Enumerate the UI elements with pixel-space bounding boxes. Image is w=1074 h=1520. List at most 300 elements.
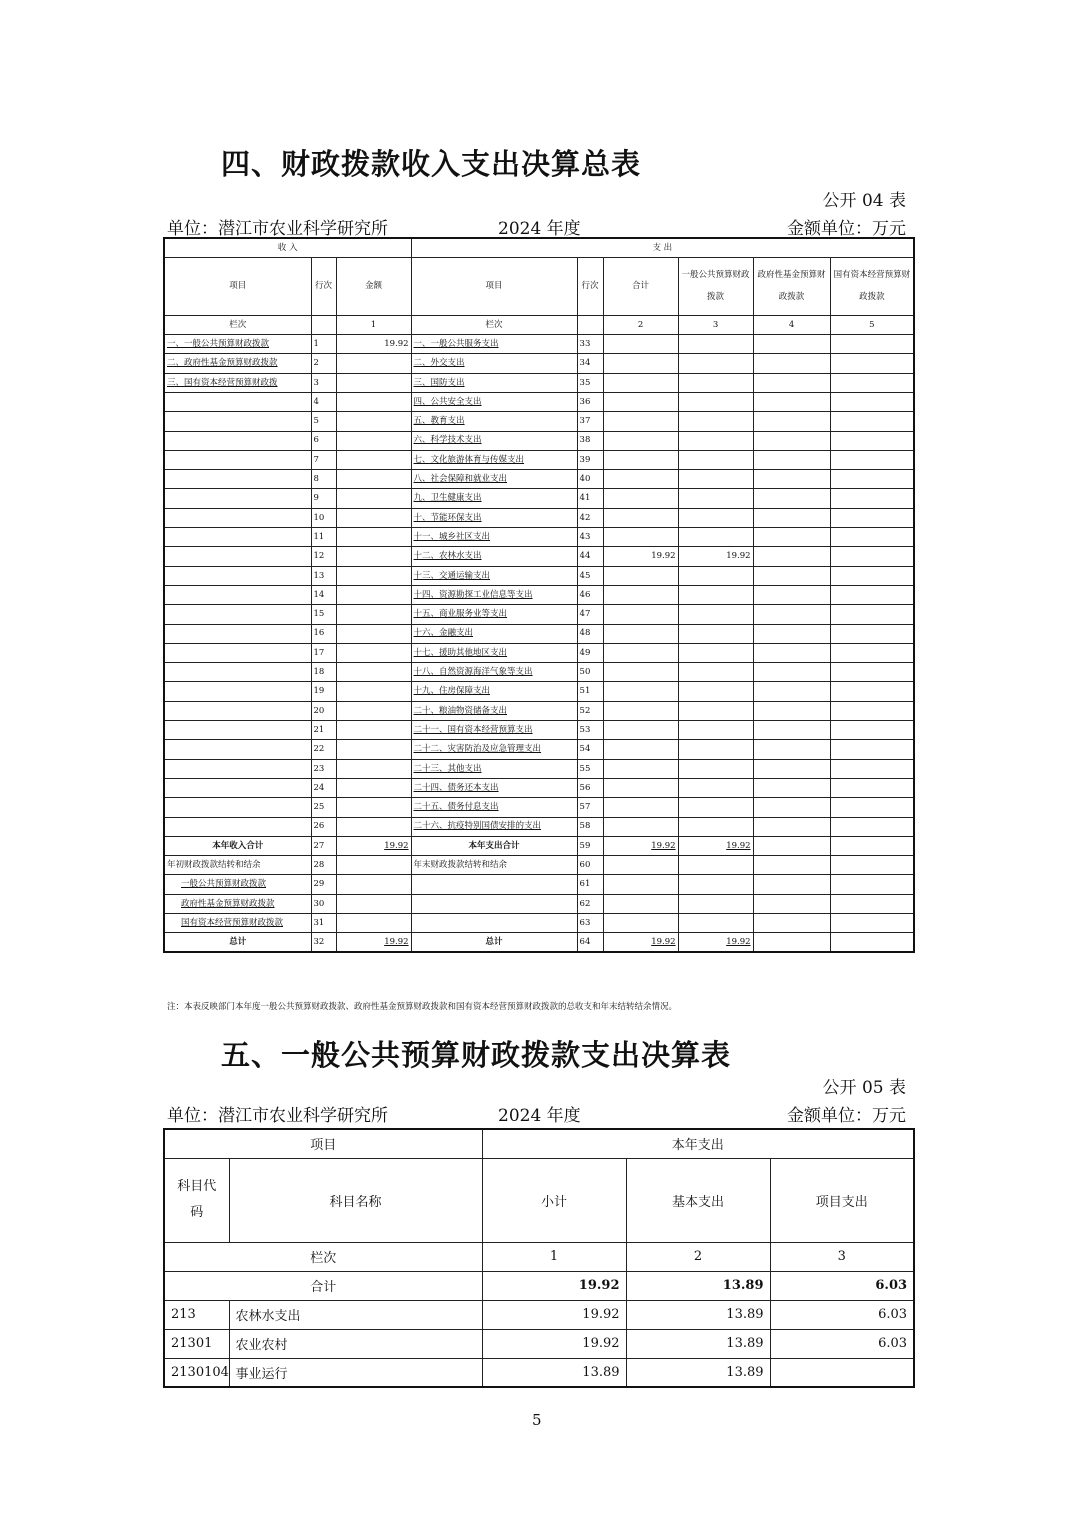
income-amount — [336, 547, 411, 566]
income-line: 32 — [311, 933, 336, 952]
table-row — [164, 894, 914, 913]
expense-total — [603, 585, 678, 604]
col-income-amount: 金额 — [336, 257, 411, 315]
table-row — [164, 663, 914, 682]
general-budget — [678, 450, 753, 469]
table-row — [164, 856, 914, 875]
expense-line: 46 — [577, 585, 603, 604]
colrow-blank — [577, 315, 603, 334]
income-line: 12 — [311, 547, 336, 566]
income-line: 4 — [311, 392, 336, 411]
expense-item: 十、节能环保支出 — [411, 508, 577, 527]
table4-note: 注：本表反映部门本年度一般公共预算财政拨款、政府性基金预算财政拨款和国有资本经营预算财政拨款的总收支和年末结转结余情况。 — [167, 1002, 678, 1012]
expense-total — [603, 605, 678, 624]
expense-item: 九、卫生健康支出 — [411, 489, 577, 508]
income-line: 21 — [311, 721, 336, 740]
general-budget — [678, 605, 753, 624]
expense-item: 六、科学技术支出 — [411, 431, 577, 450]
state-capital — [830, 643, 914, 662]
expense-item: 五、教育支出 — [411, 412, 577, 431]
general-budget — [678, 914, 753, 933]
fund-budget — [753, 798, 830, 817]
fund-budget — [753, 392, 830, 411]
fund-budget — [753, 933, 830, 952]
fund-budget — [753, 412, 830, 431]
income-line: 10 — [311, 508, 336, 527]
state-capital — [830, 528, 914, 547]
expense-line: 61 — [577, 875, 603, 894]
fund-budget — [753, 663, 830, 682]
fund-budget — [753, 528, 830, 547]
general-budget — [678, 624, 753, 643]
expense-line: 47 — [577, 605, 603, 624]
expense-line: 64 — [577, 933, 603, 952]
general-budget — [678, 489, 753, 508]
expense-total — [603, 701, 678, 720]
state-capital — [830, 701, 914, 720]
expense-item: 十七、援助其他地区支出 — [411, 643, 577, 662]
colrow-4: 4 — [753, 315, 830, 334]
expense-header: 支 出 — [411, 238, 914, 257]
t5-colrow-label: 栏次 — [164, 1242, 482, 1271]
general-budget — [678, 643, 753, 662]
general-budget: 19.92 — [678, 547, 753, 566]
expense-item: 二十二、灾害防治及应急管理支出 — [411, 740, 577, 759]
table-row — [164, 431, 914, 450]
income-item — [164, 701, 311, 720]
income-amount — [336, 489, 411, 508]
income-item: 一、一般公共预算财政拨款 — [164, 335, 311, 354]
general-budget — [678, 412, 753, 431]
general-budget — [678, 682, 753, 701]
t5-code: 21301 — [164, 1329, 229, 1358]
expense-total — [603, 721, 678, 740]
income-amount — [336, 566, 411, 585]
expense-item — [411, 875, 577, 894]
t5-subtotal: 19.92 — [482, 1300, 626, 1329]
t5-basic: 13.89 — [626, 1358, 770, 1387]
income-item — [164, 740, 311, 759]
state-capital — [830, 894, 914, 913]
table-row — [164, 682, 914, 701]
general-budget — [678, 470, 753, 489]
expense-total — [603, 663, 678, 682]
expense-item: 二十五、债务付息支出 — [411, 798, 577, 817]
colrow-label: 栏次 — [164, 315, 311, 334]
state-capital — [830, 933, 914, 952]
income-line: 27 — [311, 836, 336, 855]
general-budget — [678, 335, 753, 354]
income-amount — [336, 624, 411, 643]
table-row — [164, 875, 914, 894]
state-capital — [830, 778, 914, 797]
table-row — [164, 489, 914, 508]
income-amount — [336, 392, 411, 411]
expense-line: 48 — [577, 624, 603, 643]
income-amount — [336, 663, 411, 682]
state-capital — [830, 682, 914, 701]
expense-line: 37 — [577, 412, 603, 431]
income-line: 26 — [311, 817, 336, 836]
income-item — [164, 431, 311, 450]
expense-line: 34 — [577, 354, 603, 373]
expense-total — [603, 335, 678, 354]
col-income-line: 行次 — [311, 257, 336, 315]
expense-line: 63 — [577, 914, 603, 933]
income-line: 19 — [311, 682, 336, 701]
t5-basic: 13.89 — [626, 1329, 770, 1358]
fund-budget — [753, 914, 830, 933]
income-line: 18 — [311, 663, 336, 682]
income-line: 1 — [311, 335, 336, 354]
state-capital — [830, 721, 914, 740]
income-amount — [336, 682, 411, 701]
income-item: 一般公共预算财政拨款 — [164, 875, 311, 894]
income-line: 14 — [311, 585, 336, 604]
t5-total-basic: 13.89 — [626, 1271, 770, 1300]
expense-line: 38 — [577, 431, 603, 450]
expense-item: 十三、交通运输支出 — [411, 566, 577, 585]
table4-year: 2024 年度 — [498, 219, 581, 239]
expense-total — [603, 643, 678, 662]
t5-project — [770, 1358, 914, 1387]
expense-total — [603, 431, 678, 450]
general-budget — [678, 585, 753, 604]
income-line: 28 — [311, 856, 336, 875]
table-row — [164, 585, 914, 604]
t5-project: 6.03 — [770, 1329, 914, 1358]
expense-total — [603, 470, 678, 489]
income-line: 5 — [311, 412, 336, 431]
expense-line: 49 — [577, 643, 603, 662]
table-row — [164, 836, 914, 855]
income-item — [164, 721, 311, 740]
table5-year: 2024 年度 — [498, 1106, 581, 1126]
income-amount — [336, 721, 411, 740]
fund-budget — [753, 566, 830, 585]
state-capital — [830, 508, 914, 527]
fund-budget — [753, 508, 830, 527]
state-capital — [830, 547, 914, 566]
general-budget — [678, 856, 753, 875]
fund-budget — [753, 778, 830, 797]
expense-line: 58 — [577, 817, 603, 836]
income-line: 17 — [311, 643, 336, 662]
expense-line: 62 — [577, 894, 603, 913]
income-line: 15 — [311, 605, 336, 624]
state-capital — [830, 663, 914, 682]
t5-name: 事业运行 — [229, 1358, 482, 1387]
expense-item: 十六、金融支出 — [411, 624, 577, 643]
income-item — [164, 682, 311, 701]
expense-item: 二、外交支出 — [411, 354, 577, 373]
colrow-1: 1 — [336, 315, 411, 334]
state-capital — [830, 798, 914, 817]
table-row — [164, 354, 914, 373]
expense-line: 56 — [577, 778, 603, 797]
general-budget — [678, 431, 753, 450]
income-item: 二、政府性基金预算财政拨款 — [164, 354, 311, 373]
fund-budget — [753, 585, 830, 604]
expense-line: 60 — [577, 856, 603, 875]
income-amount — [336, 740, 411, 759]
income-item — [164, 798, 311, 817]
income-item — [164, 470, 311, 489]
expense-total — [603, 759, 678, 778]
income-line: 22 — [311, 740, 336, 759]
fund-budget — [753, 450, 830, 469]
t5-total-subtotal: 19.92 — [482, 1271, 626, 1300]
state-capital — [830, 354, 914, 373]
table-row — [164, 392, 914, 411]
table4 — [163, 237, 915, 953]
table-row — [164, 643, 914, 662]
income-item — [164, 605, 311, 624]
expense-total: 19.92 — [603, 933, 678, 952]
fund-budget — [753, 643, 830, 662]
general-budget — [678, 392, 753, 411]
expense-line: 51 — [577, 682, 603, 701]
state-capital — [830, 914, 914, 933]
table5-unit: 单位：潜江市农业科学研究所 — [167, 1106, 388, 1126]
t5-project: 6.03 — [770, 1300, 914, 1329]
expense-total — [603, 798, 678, 817]
income-amount — [336, 585, 411, 604]
table-row — [164, 721, 914, 740]
colrow-3: 3 — [678, 315, 753, 334]
expense-total — [603, 740, 678, 759]
table5-code: 公开 05 表 — [822, 1078, 906, 1098]
income-item: 三、国有资本经营预算财政拨 — [164, 373, 311, 392]
table-row — [164, 759, 914, 778]
general-budget — [678, 721, 753, 740]
col-state-capital: 国有资本经营预算财政拨款 — [830, 257, 914, 315]
state-capital — [830, 489, 914, 508]
income-amount — [336, 894, 411, 913]
expense-line: 50 — [577, 663, 603, 682]
state-capital — [830, 412, 914, 431]
expense-item — [411, 914, 577, 933]
expense-item: 十五、商业服务业等支出 — [411, 605, 577, 624]
expense-total — [603, 682, 678, 701]
income-line: 31 — [311, 914, 336, 933]
expense-line: 44 — [577, 547, 603, 566]
fund-budget — [753, 489, 830, 508]
table-row — [164, 335, 914, 354]
col-income-item: 项目 — [164, 257, 311, 315]
income-line: 7 — [311, 450, 336, 469]
expense-total — [603, 392, 678, 411]
expense-item: 总计 — [411, 933, 577, 952]
expense-line: 43 — [577, 528, 603, 547]
t5-code: 2130104 — [164, 1358, 229, 1387]
general-budget: 19.92 — [678, 933, 753, 952]
income-amount — [336, 450, 411, 469]
expense-total — [603, 528, 678, 547]
general-budget — [678, 508, 753, 527]
income-line: 20 — [311, 701, 336, 720]
expense-total — [603, 489, 678, 508]
col-fund-budget: 政府性基金预算财政拨款 — [753, 257, 830, 315]
expense-total — [603, 450, 678, 469]
t5-col-name: 科目名称 — [229, 1158, 482, 1242]
expense-line: 39 — [577, 450, 603, 469]
table-row — [164, 605, 914, 624]
expense-total — [603, 566, 678, 585]
page-number: 5 — [532, 1411, 542, 1429]
expense-item: 十四、资源勘探工业信息等支出 — [411, 585, 577, 604]
t5-subtotal: 19.92 — [482, 1329, 626, 1358]
t5-item-header: 项目 — [164, 1129, 482, 1158]
expense-total — [603, 508, 678, 527]
state-capital — [830, 836, 914, 855]
income-item: 政府性基金预算财政拨款 — [164, 894, 311, 913]
income-item — [164, 412, 311, 431]
income-line: 25 — [311, 798, 336, 817]
income-amount — [336, 431, 411, 450]
income-amount — [336, 914, 411, 933]
fund-budget — [753, 817, 830, 836]
income-header: 收 入 — [164, 238, 411, 257]
expense-item: 二十一、国有资本经营预算支出 — [411, 721, 577, 740]
income-amount — [336, 817, 411, 836]
table-row — [164, 933, 914, 952]
expense-line: 45 — [577, 566, 603, 585]
state-capital — [830, 624, 914, 643]
income-line: 6 — [311, 431, 336, 450]
income-amount: 19.92 — [336, 836, 411, 855]
income-line: 8 — [311, 470, 336, 489]
expense-item: 年末财政拨款结转和结余 — [411, 856, 577, 875]
general-budget — [678, 875, 753, 894]
income-item: 国有资本经营预算财政拨款 — [164, 914, 311, 933]
table-row — [164, 740, 914, 759]
income-item — [164, 450, 311, 469]
table-row — [164, 470, 914, 489]
state-capital — [830, 759, 914, 778]
table-row — [164, 778, 914, 797]
income-line: 13 — [311, 566, 336, 585]
income-amount — [336, 373, 411, 392]
fund-budget — [753, 836, 830, 855]
expense-line: 53 — [577, 721, 603, 740]
colrow-5: 5 — [830, 315, 914, 334]
general-budget — [678, 740, 753, 759]
income-item: 年初财政拨款结转和结余 — [164, 856, 311, 875]
income-amount — [336, 470, 411, 489]
income-line: 30 — [311, 894, 336, 913]
t5-total-project: 6.03 — [770, 1271, 914, 1300]
expense-total — [603, 624, 678, 643]
fund-budget — [753, 547, 830, 566]
income-item — [164, 528, 311, 547]
income-item — [164, 624, 311, 643]
expense-line: 55 — [577, 759, 603, 778]
income-amount — [336, 701, 411, 720]
fund-budget — [753, 354, 830, 373]
t5-col-code: 科目代码 — [164, 1158, 229, 1242]
table-row — [164, 624, 914, 643]
income-line: 3 — [311, 373, 336, 392]
general-budget — [678, 566, 753, 585]
fund-budget — [753, 335, 830, 354]
expense-line: 40 — [577, 470, 603, 489]
t5-basic: 13.89 — [626, 1300, 770, 1329]
expense-line: 41 — [577, 489, 603, 508]
expense-total — [603, 817, 678, 836]
income-item — [164, 547, 311, 566]
t5-col-subtotal: 小计 — [482, 1158, 626, 1242]
table-row — [164, 547, 914, 566]
income-amount — [336, 508, 411, 527]
expense-item: 二十三、其他支出 — [411, 759, 577, 778]
expense-item: 一、一般公共服务支出 — [411, 335, 577, 354]
expense-line: 42 — [577, 508, 603, 527]
income-item — [164, 566, 311, 585]
expense-item: 二十四、债务还本支出 — [411, 778, 577, 797]
expense-item: 四、公共安全支出 — [411, 392, 577, 411]
state-capital — [830, 817, 914, 836]
expense-line: 35 — [577, 373, 603, 392]
income-item: 总计 — [164, 933, 311, 952]
state-capital — [830, 470, 914, 489]
general-budget — [678, 759, 753, 778]
income-line: 24 — [311, 778, 336, 797]
income-line: 11 — [311, 528, 336, 547]
col-expense-line: 行次 — [577, 257, 603, 315]
colrow-2: 2 — [603, 315, 678, 334]
t5-code: 213 — [164, 1300, 229, 1329]
fund-budget — [753, 894, 830, 913]
table4-code: 公开 04 表 — [822, 191, 906, 211]
income-amount — [336, 759, 411, 778]
table-row — [164, 701, 914, 720]
income-line: 9 — [311, 489, 336, 508]
fund-budget — [753, 721, 830, 740]
fund-budget — [753, 740, 830, 759]
income-item — [164, 392, 311, 411]
expense-total — [603, 856, 678, 875]
expense-line: 57 — [577, 798, 603, 817]
expense-item: 二十、粮油物资储备支出 — [411, 701, 577, 720]
fund-budget — [753, 856, 830, 875]
table-row — [164, 1329, 914, 1358]
income-amount — [336, 528, 411, 547]
fund-budget — [753, 875, 830, 894]
state-capital — [830, 373, 914, 392]
income-item — [164, 585, 311, 604]
table-row — [164, 528, 914, 547]
fund-budget — [753, 682, 830, 701]
state-capital — [830, 392, 914, 411]
table5-currency: 金额单位：万元 — [787, 1106, 906, 1126]
income-amount — [336, 875, 411, 894]
table5-title: 五、一般公共预算财政拨款支出决算表 — [221, 1038, 732, 1072]
fund-budget — [753, 605, 830, 624]
fund-budget — [753, 701, 830, 720]
income-amount — [336, 778, 411, 797]
state-capital — [830, 585, 914, 604]
table-row — [164, 566, 914, 585]
expense-line: 59 — [577, 836, 603, 855]
col-expense-total: 合计 — [603, 257, 678, 315]
expense-line: 52 — [577, 701, 603, 720]
general-budget — [678, 663, 753, 682]
state-capital — [830, 450, 914, 469]
t5-col-basic: 基本支出 — [626, 1158, 770, 1242]
expense-item — [411, 894, 577, 913]
fund-budget — [753, 759, 830, 778]
